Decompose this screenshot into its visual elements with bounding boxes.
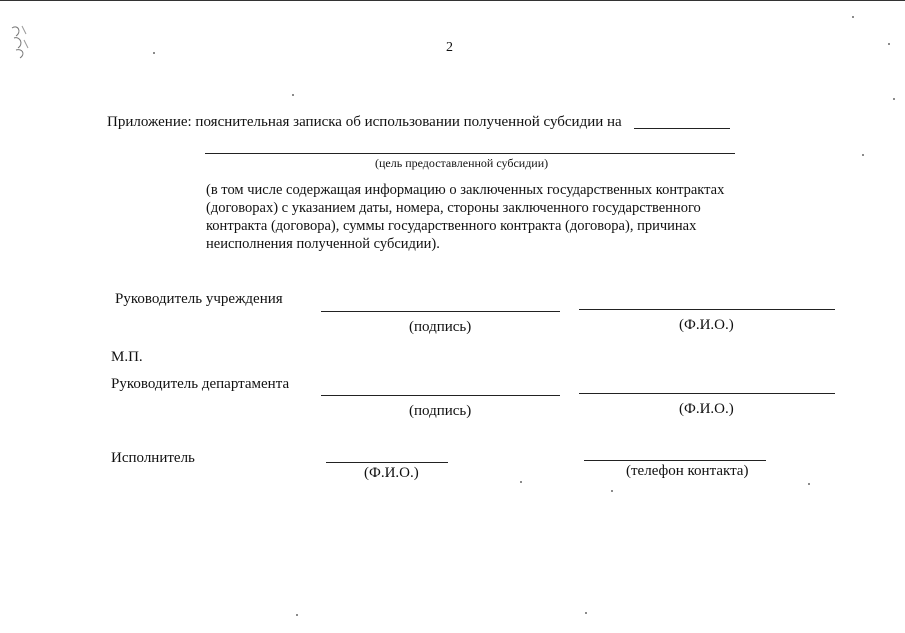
- executor-phone-line: [584, 460, 766, 461]
- scan-speck: [296, 614, 298, 616]
- details-line: контракта (договора), суммы государственного контракта (договора), причинах: [206, 218, 697, 234]
- scan-speck: [808, 483, 810, 485]
- executor-phone-caption: (телефон контакта): [626, 463, 749, 479]
- executor-name-caption: (Ф.И.О.): [364, 465, 419, 481]
- purpose-caption: (цель предоставленной субсидии): [375, 156, 549, 170]
- purpose-blank-line-2: [205, 153, 735, 154]
- institution-head-signature-line: [321, 311, 560, 312]
- scan-speck: [893, 98, 895, 100]
- scan-speck: [585, 612, 587, 614]
- department-head-name-caption: (Ф.И.О.): [679, 401, 734, 417]
- scan-speck: [852, 16, 854, 18]
- department-head-signature-caption: (подпись): [409, 403, 472, 419]
- institution-head-label: Руководитель учреждения: [115, 291, 283, 307]
- purpose-blank-line-1: [634, 128, 730, 129]
- scan-top-edge: [0, 0, 905, 1]
- appendix-label: Приложение: пояснительная записка об использовании полученной субсидии на: [107, 114, 622, 130]
- executor-label: Исполнитель: [111, 450, 195, 466]
- details-line: (в том числе содержащая информацию о заключенных государственных контрактах: [206, 182, 725, 198]
- department-head-signature-line: [321, 395, 560, 396]
- institution-head-name-line: [579, 309, 835, 310]
- scan-speck: [862, 154, 864, 156]
- details-line: неисполнения полученной субсидии).: [206, 236, 440, 252]
- department-head-name-line: [579, 393, 835, 394]
- stamp-label: М.П.: [111, 349, 143, 365]
- corner-scribble-icon: [8, 22, 32, 62]
- scan-speck: [292, 94, 294, 96]
- scan-speck: [888, 43, 890, 45]
- page-number: 2: [446, 40, 453, 55]
- scan-speck: [520, 481, 522, 483]
- executor-name-line: [326, 462, 448, 463]
- scan-speck: [153, 52, 155, 54]
- institution-head-signature-caption: (подпись): [409, 319, 472, 335]
- scan-speck: [611, 490, 613, 492]
- department-head-label: Руководитель департамента: [111, 376, 290, 392]
- details-line: (договорах) с указанием даты, номера, стороны заключенного государственного: [206, 200, 701, 216]
- institution-head-name-caption: (Ф.И.О.): [679, 317, 734, 333]
- appendix-details: [206, 181, 806, 253]
